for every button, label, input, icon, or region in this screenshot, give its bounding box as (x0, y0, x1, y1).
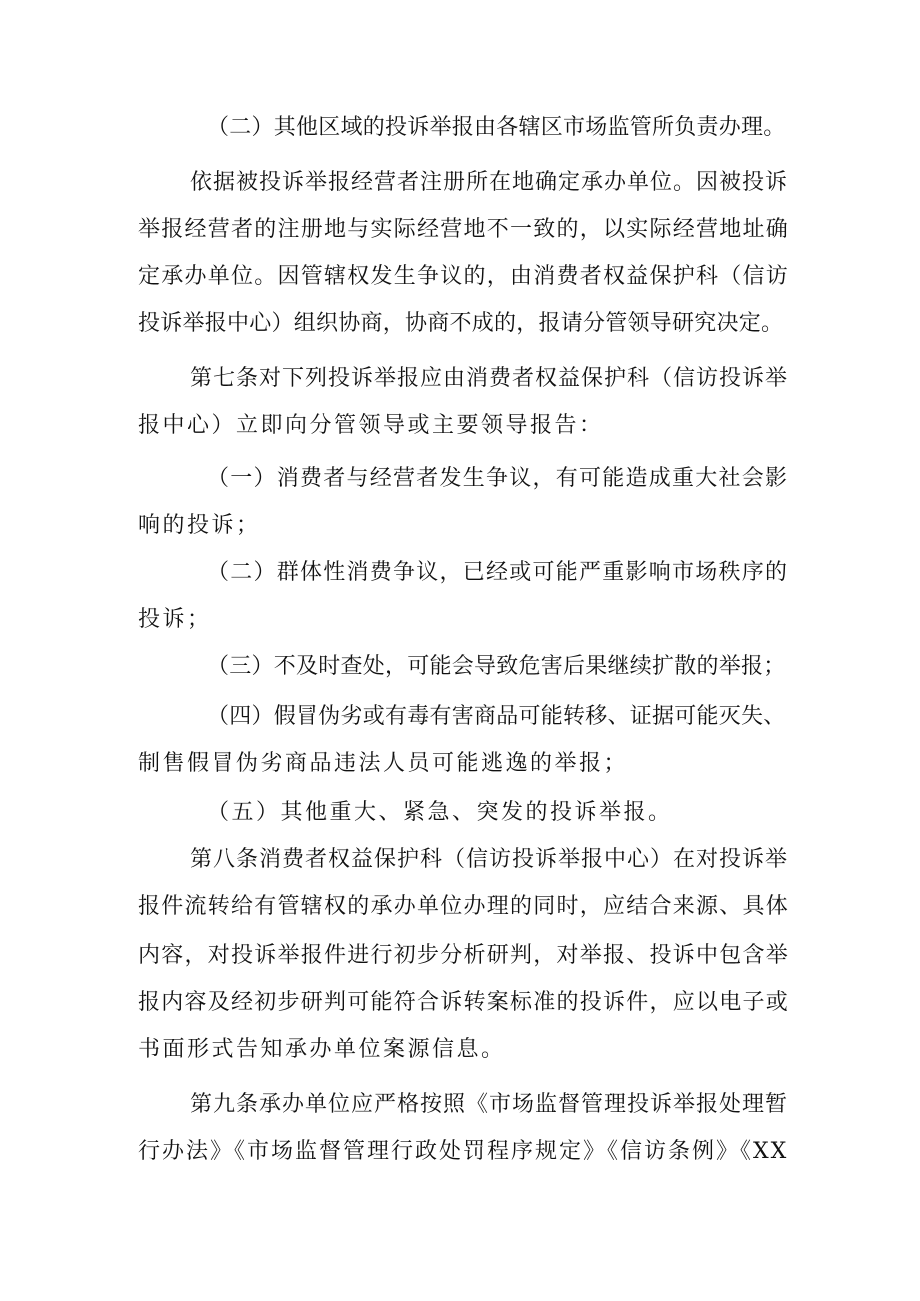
text-line: 投诉； (138, 607, 212, 632)
text-line: （四）假冒伪劣或有毒有害商品可能转移、证据可能灭失、 (207, 704, 786, 729)
text-line: 第八条消费者权益保护科（信访投诉举报中心）在对投诉举 (190, 847, 789, 872)
text-line: （五）其他重大、紧急、突发的投诉举报。 (207, 800, 673, 825)
text-line: 报内容及经初步研判可能符合诉转案标准的投诉件，应以电子或 (138, 990, 790, 1015)
text-line: （二）群体性消费争议，已经或可能严重影响市场秩序的 (207, 560, 789, 585)
text-line: （三）不及时查处，可能会导致危害后果继续扩散的举报； (207, 654, 786, 679)
text-line: 制售假冒伪劣商品违法人员可能逃逸的举报； (138, 751, 629, 776)
text-line: 报件流转给有管辖权的承办单位办理的同时，应结合来源、具体 (138, 894, 790, 919)
text-line: 举报经营者的注册地与实际经营地不一致的，以实际经营地址确 (138, 217, 790, 242)
text-line: 报中心）立即向分管领导或主要领导报告： (138, 413, 604, 438)
text-line: 投诉举报中心）组织协商，协商不成的，报请分管领导研究决定。 (138, 311, 784, 336)
text-line: 依据被投诉举报经营者注册所在地确定承办单位。因被投诉 (190, 170, 789, 195)
text-line: 第九条承办单位应严格按照《市场监督管理投诉举报处理暂 (190, 1092, 789, 1117)
text-line: 第七条对下列投诉举报应由消费者权益保护科（信访投诉举 (190, 366, 789, 391)
text-line: 响的投诉； (138, 513, 261, 538)
text-line: 定承办单位。因管辖权发生争议的，由消费者权益保护科（信访 (138, 264, 790, 289)
text-line: 内容，对投诉举报件进行初步分析研判，对举报、投诉中包含举 (138, 943, 790, 968)
text-line: 行办法》《市场监督管理行政处罚程序规定》《信访条例》《XX (138, 1139, 789, 1164)
text-line: （二）其他区域的投诉举报由各辖区市场监管所负责办理。 (207, 115, 786, 140)
text-line: 书面形式告知承办单位案源信息。 (138, 1037, 506, 1062)
text-line: （一）消费者与经营者发生争议，有可能造成重大社会影 (207, 466, 789, 491)
